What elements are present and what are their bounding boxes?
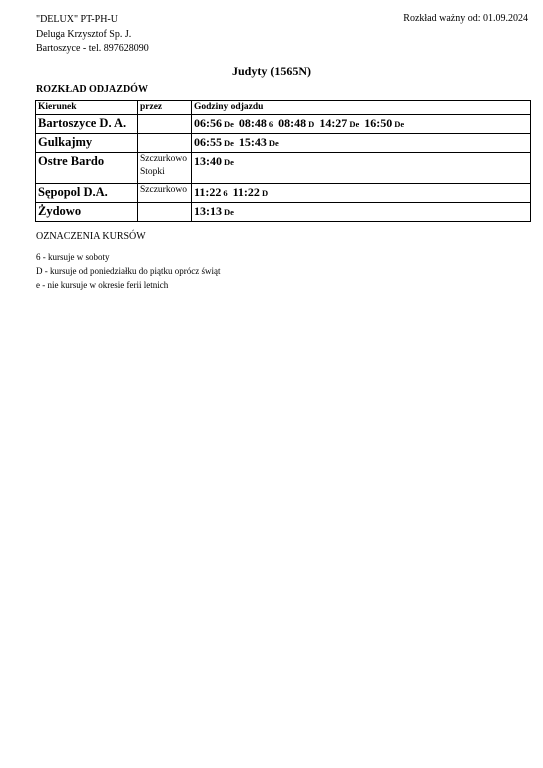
- direction-cell: Sępopol D.A.: [36, 184, 138, 203]
- departure-time: 13:13: [194, 204, 222, 218]
- via-cell: [138, 134, 192, 153]
- timetable-row: [36, 184, 531, 203]
- departure: [233, 184, 268, 202]
- departure-time: 14:27: [319, 116, 348, 130]
- departure: [239, 115, 273, 133]
- via-stop: Szczurkowo: [140, 154, 187, 164]
- section-title: ROZKŁAD ODJAZDÓW: [36, 84, 148, 95]
- departure: [239, 134, 279, 152]
- course-marks: De: [268, 138, 279, 148]
- via-stop: Stopki: [140, 167, 165, 177]
- departure-time: 06:56: [194, 116, 222, 130]
- legend-item: D - kursuje od poniedziałku do piątku oprócz świąt: [36, 266, 221, 276]
- header-direction: Kierunek: [36, 101, 138, 115]
- departure: [278, 115, 314, 133]
- course-marks: De: [224, 119, 234, 129]
- departure-times-cell: [192, 115, 531, 134]
- departure: [319, 115, 359, 133]
- course-marks: De: [224, 207, 234, 217]
- stop-title: Judyty (1565N): [231, 64, 311, 78]
- departure-time: 06:55: [194, 135, 222, 149]
- direction-cell: Żydowo: [36, 203, 138, 222]
- timetable-row: [36, 115, 531, 134]
- via-cell: [138, 115, 192, 134]
- timetable: [35, 100, 531, 222]
- departure: [194, 184, 228, 202]
- course-marks: De: [394, 119, 405, 129]
- via-stop: Szczurkowo: [140, 185, 187, 195]
- course-marks: De: [224, 138, 234, 148]
- departure-time: 11:22: [232, 185, 260, 199]
- header-via: przez: [138, 101, 192, 115]
- operator-info: [36, 13, 149, 57]
- timetable-row: [36, 153, 531, 184]
- course-marks: D: [261, 188, 269, 198]
- via-cell: [138, 184, 192, 203]
- departure-time: 08:48: [278, 116, 307, 130]
- course-marks: De: [349, 119, 360, 129]
- departure-times-cell: [192, 134, 531, 153]
- direction-cell: Bartoszyce D. A.: [36, 115, 138, 134]
- legend: [36, 250, 220, 292]
- header-times: Godziny odjazdu: [192, 101, 531, 115]
- operator-contact: Bartoszyce - tel. 897628090: [36, 43, 149, 54]
- departure: [194, 203, 234, 221]
- departure-time: 08:48: [238, 116, 267, 130]
- departure: [194, 134, 234, 152]
- timetable-body: [36, 115, 531, 222]
- via-cell: [138, 153, 192, 184]
- legend-item: 6 - kursuje w soboty: [36, 252, 110, 262]
- via-cell: [138, 203, 192, 222]
- departure-times-cell: [192, 153, 531, 184]
- course-marks: 6: [268, 119, 274, 129]
- operator-name: "DELUX" PT-PH-U: [36, 14, 118, 25]
- course-marks: 6: [223, 188, 228, 198]
- departure-times-cell: [192, 203, 531, 222]
- direction-cell: Gulkajmy: [36, 134, 138, 153]
- course-marks: De: [224, 157, 234, 167]
- departure: [194, 115, 234, 133]
- departure-time: 15:43: [238, 135, 267, 149]
- departure-time: 16:50: [364, 116, 393, 130]
- timetable-row: [36, 203, 531, 222]
- direction-cell: Ostre Bardo: [36, 153, 138, 184]
- legend-title: OZNACZENIA KURSÓW: [36, 231, 146, 242]
- timetable-row: [36, 134, 531, 153]
- valid-from: Rozkład ważny od: 01.09.2024: [403, 13, 528, 24]
- departure-time: 11:22: [194, 185, 222, 199]
- departure-time: 13:40: [194, 154, 222, 168]
- departure: [364, 115, 404, 133]
- course-marks: D: [308, 119, 315, 129]
- operator-company: Deluga Krzysztof Sp. J.: [36, 28, 132, 40]
- departure-times-cell: [192, 184, 531, 203]
- timetable-header-row: [36, 101, 531, 115]
- legend-item: e - nie kursuje w okresie ferii letnich: [36, 280, 169, 290]
- departure: [194, 153, 234, 171]
